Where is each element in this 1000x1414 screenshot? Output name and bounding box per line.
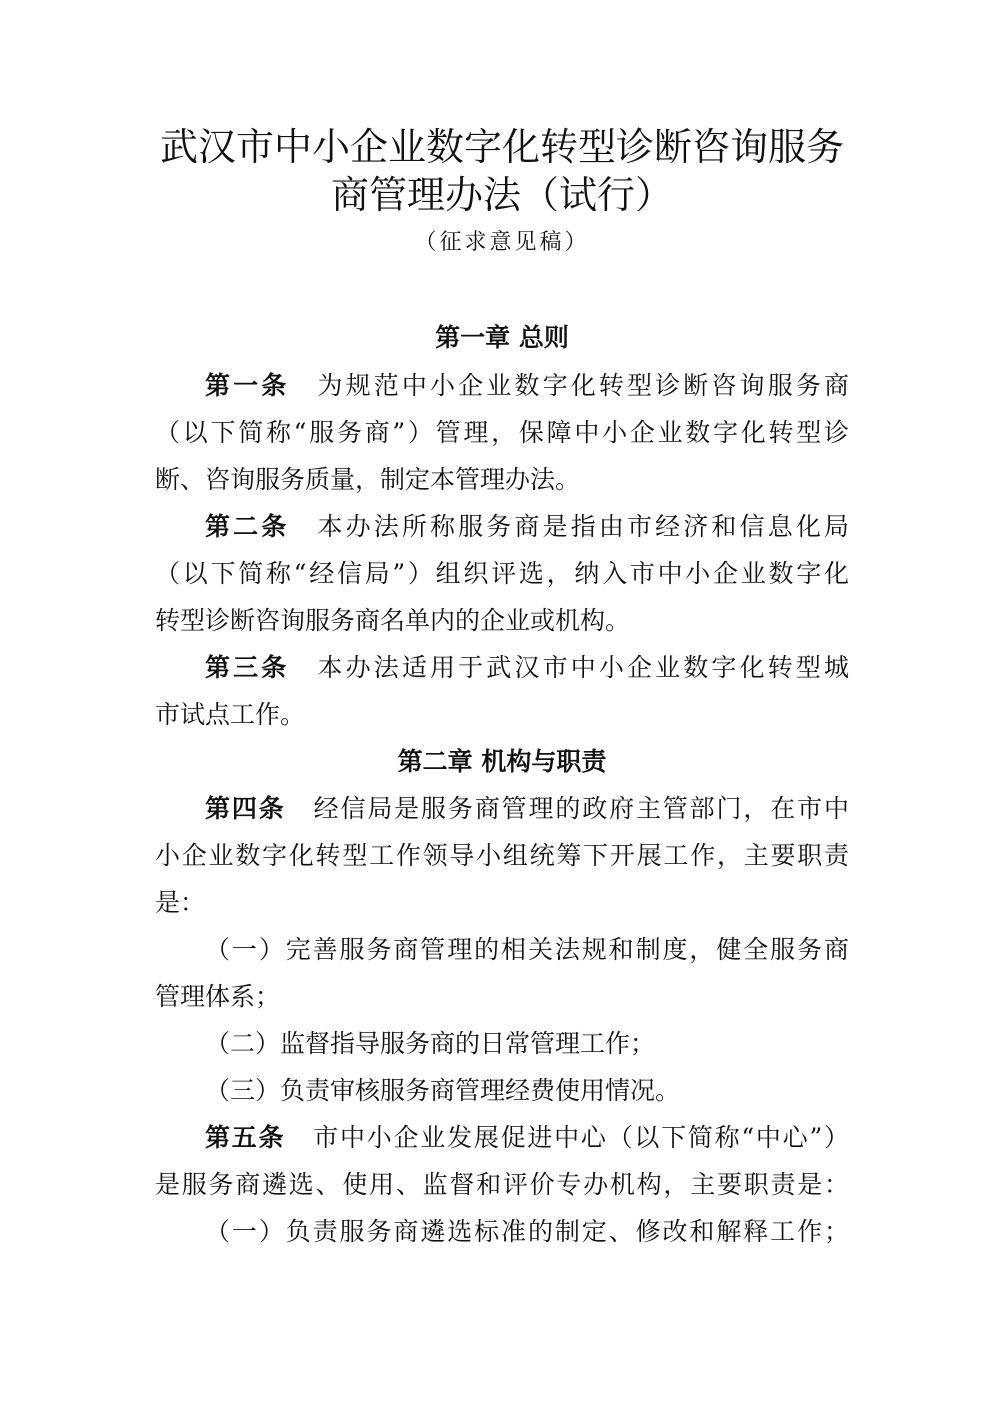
chapter-1-heading: 第一章 总则 xyxy=(435,323,569,352)
document-title-line-2: 商管理办法（试行） xyxy=(330,173,673,217)
article-4-line-2: 小企业数字化转型工作领导小组统筹下开展工作，主要职责 xyxy=(155,841,849,870)
article-1-label: 第一条 xyxy=(205,371,290,400)
article-3-text-1: 本办法适用于武汉市中小企业数字化转型城 xyxy=(317,653,849,682)
article-1-text-1: 为规范中小企业数字化转型诊断咨询服务商 xyxy=(317,371,849,400)
chapter-2-heading: 第二章 机构与职责 xyxy=(397,747,607,776)
article-4-item-1-line-2: 管理体系； xyxy=(155,982,281,1011)
article-3-line-2: 市试点工作。 xyxy=(155,700,306,729)
article-5-label: 第五条 xyxy=(205,1123,286,1152)
article-5-item-1: （一）负责服务商遴选标准的制定、修改和解释工作； xyxy=(205,1217,849,1246)
article-3-label: 第三条 xyxy=(205,653,290,682)
article-4-label: 第四条 xyxy=(205,794,286,823)
article-2-line-2: （以下简称“经信局”）组织评选，纳入市中小企业数字化 xyxy=(155,559,849,588)
article-1-line-1 xyxy=(205,366,849,406)
article-4-item-1-line-1: （一）完善服务商管理的相关法规和制度，健全服务商 xyxy=(205,935,849,964)
article-1-line-3: 断、咨询服务质量，制定本管理办法。 xyxy=(155,465,581,494)
article-5-text-1: 市中小企业发展促进中心（以下简称“中心”） xyxy=(313,1123,849,1152)
article-4-item-2: （二）监督指导服务商的日常管理工作； xyxy=(205,1029,656,1058)
article-2-text-1: 本办法所称服务商是指由市经济和信息化局 xyxy=(317,512,849,541)
article-2-line-3: 转型诊断咨询服务商名单内的企业或机构。 xyxy=(155,606,631,635)
article-5-line-2: 是服务商遴选、使用、监督和评价专办机构，主要职责是： xyxy=(155,1170,849,1199)
article-1-line-2: （以下简称“服务商”）管理，保障中小企业数字化转型诊 xyxy=(155,418,849,447)
document-subtitle: （征求意见稿） xyxy=(414,230,590,255)
article-2-line-1 xyxy=(205,507,849,547)
document-title-line-1: 武汉市中小企业数字化转型诊断咨询服务 xyxy=(159,125,844,169)
article-4-line-1 xyxy=(205,789,849,829)
article-4-line-3: 是： xyxy=(155,888,206,917)
article-2-label: 第二条 xyxy=(205,512,290,541)
article-4-text-1: 经信局是服务商管理的政府主管部门，在市中 xyxy=(313,794,849,823)
article-5-line-1 xyxy=(205,1118,849,1158)
article-3-line-1 xyxy=(205,648,849,688)
article-4-item-3: （三）负责审核服务商管理经费使用情况。 xyxy=(205,1076,681,1105)
